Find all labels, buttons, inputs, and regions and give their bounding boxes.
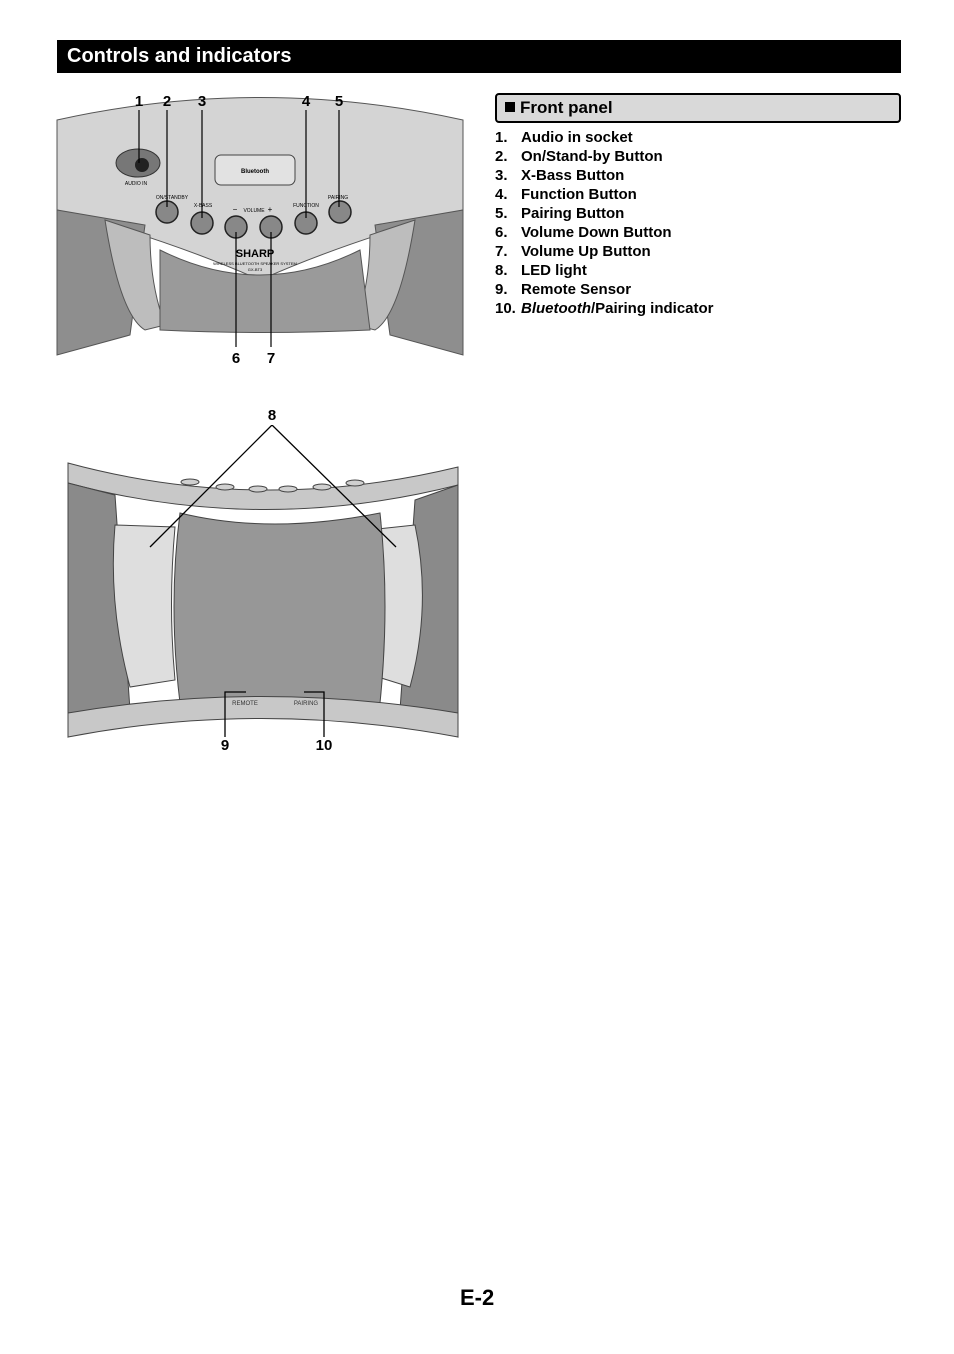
brand-logo: SHARP: [235, 248, 275, 260]
section-title-bar: [57, 40, 901, 73]
volume-minus-label: −: [232, 205, 238, 214]
callout-6: 6: [231, 350, 241, 367]
page-number: E-2: [460, 1285, 495, 1310]
square-bullet-icon: [505, 102, 515, 112]
front-panel-heading: [495, 93, 901, 123]
on-standby-label: ON/STANDBY: [155, 195, 189, 201]
pairing-btn-label: PAIRING: [327, 195, 349, 201]
list-item: 6. Volume Down Button: [495, 224, 672, 241]
list-item: 10. Bluetooth/Pairing indicator: [495, 300, 714, 317]
volume-plus-label: +: [267, 205, 273, 214]
callout-2: 2: [162, 93, 172, 110]
bluetooth-label: Bluetooth: [241, 169, 269, 175]
remote-label: REMOTE: [232, 701, 258, 707]
callout-1: 1: [134, 93, 144, 110]
system-label: WIRELESS BLUETOOTH SPEAKER SYSTEM: [213, 261, 297, 266]
callout-5: 5: [334, 93, 344, 110]
list-item: 4. Function Button: [495, 186, 637, 203]
list-item: 3. X-Bass Button: [495, 167, 625, 184]
front-panel-heading-text: Front panel: [520, 98, 613, 117]
audio-in-label: AUDIO IN: [124, 181, 148, 187]
front-grille: [174, 513, 385, 709]
volume-label: VOLUME: [243, 208, 265, 214]
callout-4: 4: [301, 93, 311, 110]
front-view-illustration: [60, 425, 465, 745]
callout-7: 7: [266, 350, 276, 367]
list-item: 8. LED light: [495, 262, 587, 279]
pairing-indicator-label: PAIRING: [293, 701, 319, 707]
model-label: GX-BT3: [247, 267, 263, 272]
top-panel-illustration: [50, 85, 470, 380]
list-item: 7. Volume Up Button: [495, 243, 651, 260]
callout-9: 9: [220, 737, 230, 754]
list-item: 2. On/Stand-by Button: [495, 148, 663, 165]
callout-10: 10: [315, 737, 333, 754]
list-item: 1. Audio in socket: [495, 129, 633, 146]
front-panel-list: [495, 128, 714, 318]
list-item: 5. Pairing Button: [495, 205, 625, 222]
x-bass-label: X-BASS: [193, 203, 213, 209]
list-item: 9. Remote Sensor: [495, 281, 632, 298]
pairing-button: [329, 201, 351, 223]
callout-3: 3: [197, 93, 207, 110]
page-title: Controls and indicators: [67, 45, 292, 67]
function-label: FUNCTION: [293, 203, 319, 209]
callout-8: 8: [267, 407, 277, 424]
